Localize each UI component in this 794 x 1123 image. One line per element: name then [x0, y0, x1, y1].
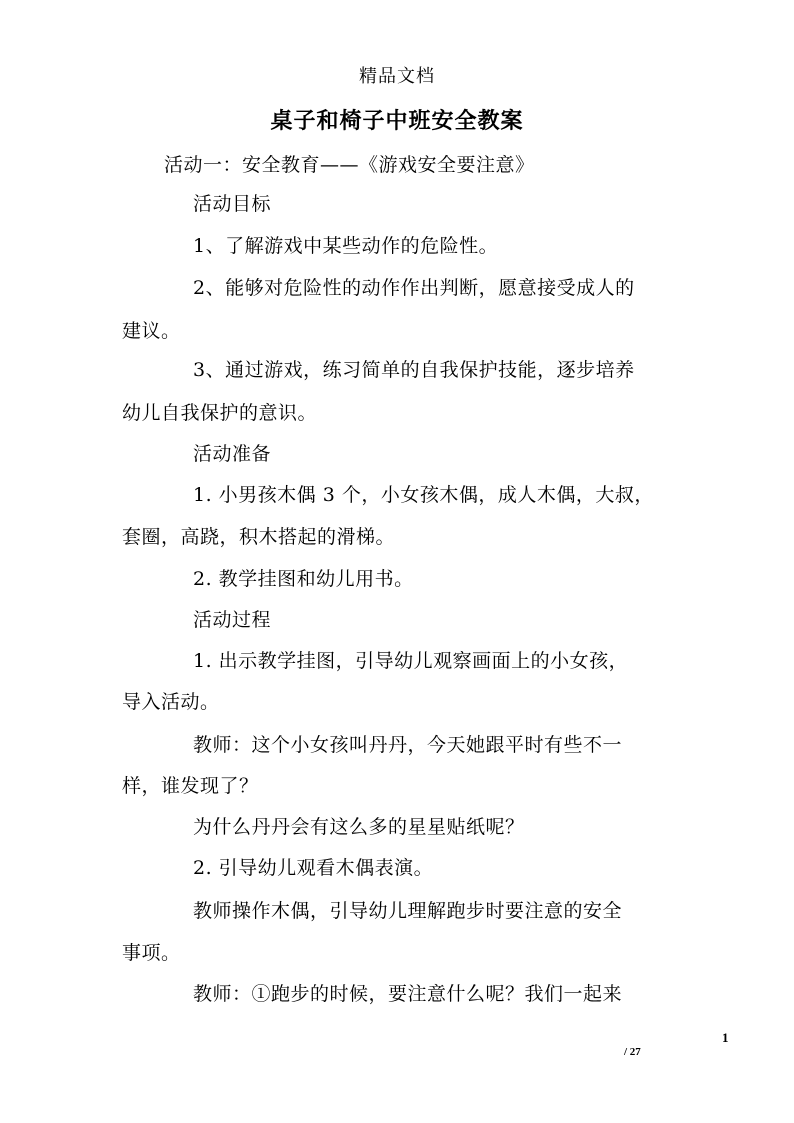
text-line: 活动一：安全教育——《游戏安全要注意》 — [164, 154, 535, 176]
text-line: 2、能够对危险性的动作作出判断，愿意接受成人的 — [193, 277, 635, 299]
document-header: 精品文档 — [359, 66, 435, 87]
text-line: 导入活动。 — [122, 691, 220, 713]
text-line: 为什么丹丹会有这么多的星星贴纸呢？ — [193, 816, 525, 838]
text-line: 教师操作木偶，引导幼儿理解跑步时要注意的安全 — [193, 900, 623, 922]
text-line: 1. 小男孩木偶 3 个，小女孩木偶，成人木偶，大叔， — [193, 484, 654, 506]
text-line: 幼儿自我保护的意识。 — [122, 402, 318, 424]
text-line: 活动准备 — [193, 443, 272, 465]
text-line: 1、了解游戏中某些动作的危险性。 — [193, 235, 499, 257]
page-total: / 27 — [624, 1046, 641, 1058]
text-line: 教师：①跑步的时候，要注意什么呢？我们一起来 — [193, 983, 623, 1005]
text-line: 2. 教学挂图和幼儿用书。 — [193, 568, 414, 590]
text-line: 3、通过游戏，练习简单的自我保护技能，逐步培养 — [193, 359, 635, 381]
text-line: 2. 引导幼儿观看木偶表演。 — [193, 857, 434, 879]
text-line: 套圈，高跷，积木搭起的滑梯。 — [122, 526, 396, 548]
text-line: 事项。 — [122, 942, 181, 964]
text-line: 1. 出示教学挂图，引导幼儿观察画面上的小女孩， — [193, 650, 629, 672]
text-line: 建议。 — [122, 320, 181, 342]
text-line: 活动过程 — [193, 609, 272, 631]
text-line: 教师：这个小女孩叫丹丹，今天她跟平时有些不一 — [193, 734, 623, 756]
page-number: 1 — [722, 1030, 729, 1045]
text-line: 样，谁发现了？ — [122, 775, 259, 797]
text-line: 活动目标 — [193, 193, 272, 215]
document-title: 桌子和椅子中班安全教案 — [270, 108, 524, 134]
